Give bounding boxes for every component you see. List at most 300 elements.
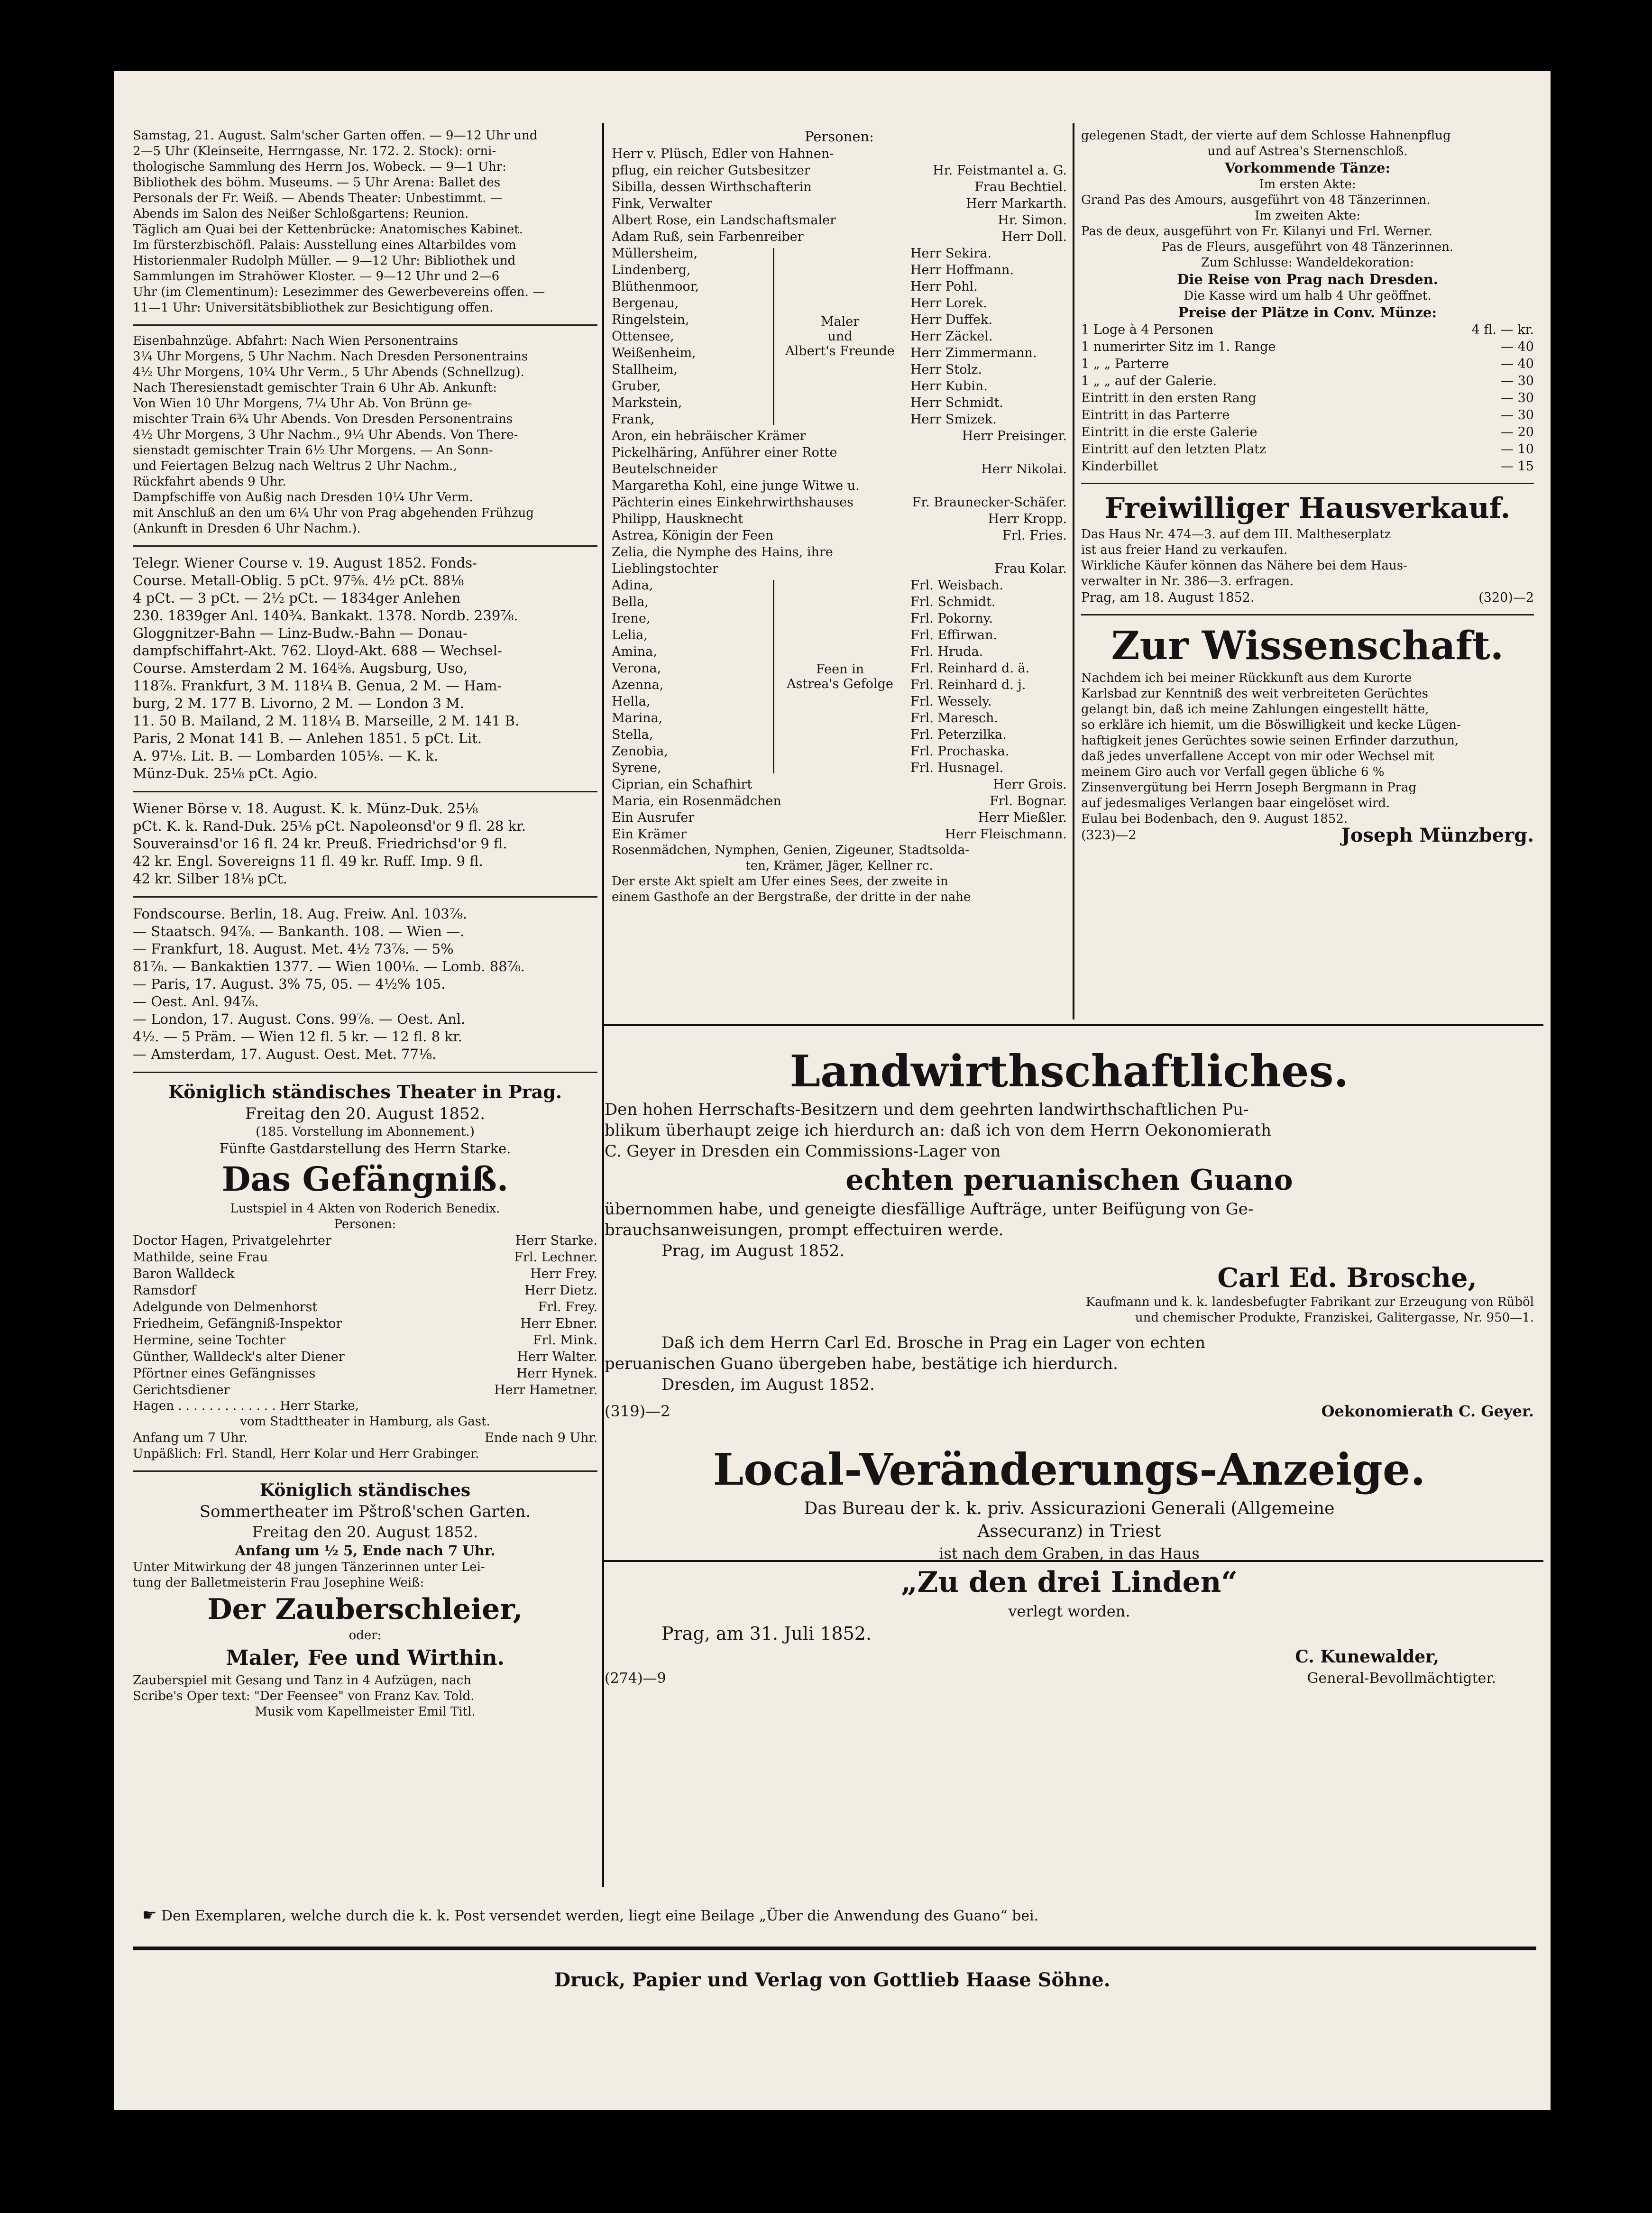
cast-row — [612, 212, 1067, 229]
local-change-title: Local-Veränderungs-Anzeige. — [713, 1444, 1426, 1495]
fairies-label — [773, 580, 906, 773]
text-line: Dampfschiffe von Außig nach Dresden 10¼ Uhr Verm. — [133, 490, 473, 505]
text-line: Im fürsterzbischöfl. Palais: Ausstellung eines Altarbildes vom — [133, 238, 516, 252]
price-label: Kinderbillet — [1081, 459, 1158, 474]
text-line: und chemischer Produkte, Franziskei, Galitergasse, Nr. 950—1. — [1135, 1311, 1534, 1325]
cast-role: Hella, — [612, 694, 651, 709]
text-line: tung der Balletmeisterin Frau Josephine Weiß: — [133, 1576, 424, 1590]
text-line: Telegr. Wiener Course v. 19. August 1852. Fonds- — [133, 555, 477, 571]
ad-number: (319)—2 — [605, 1402, 670, 1420]
cast-role: Ottensee, — [612, 329, 674, 344]
theater-guest: Fünfte Gastdarstellung des Herrn Starke. — [219, 1140, 511, 1157]
theater-title: Königlich ständisches Theater in Prag. — [168, 1081, 562, 1102]
cast-row — [612, 560, 1067, 577]
price-value: 4 fl. — kr. — [1471, 322, 1534, 337]
railway-schedule — [133, 333, 597, 537]
imprint-text: Druck, Papier und Verlag von Gottlieb Haase Söhne. — [554, 1969, 1111, 1991]
text-line: Wirkliche Käufer können das Nähere bei dem Haus- — [1081, 559, 1407, 573]
cast-actor: Herr Smizek. — [910, 412, 997, 427]
text-line: Gloggnitzer-Bahn — Linz-Budw.-Bahn — Donau- — [133, 625, 468, 641]
cast-role: Pickelhäring, Anführer einer Rotte — [612, 445, 837, 460]
text-line: C. Geyer in Dresden ein Commissions-Lager von — [605, 1142, 1001, 1161]
text-line: Musik vom Kapellmeister Emil Titl. — [255, 1705, 476, 1719]
house-name: „Zu den drei Linden“ — [901, 1566, 1238, 1599]
agriculture-title: Landwirthschaftliches. — [789, 1046, 1349, 1097]
fondscourse — [133, 905, 597, 1063]
cast-actor: Herr Markarth. — [966, 196, 1067, 211]
cast-row — [612, 428, 1067, 444]
summer-theater-announcement — [133, 1479, 597, 1720]
cast-role: Sibilla, dessen Wirthschafterin — [612, 180, 812, 194]
wiener-boerse — [133, 800, 597, 888]
end-time: Ende nach 9 Uhr. — [485, 1431, 597, 1445]
price-row — [1081, 441, 1534, 458]
text-line: Unter Mitwirkung der 48 jungen Tänzerinnen unter Lei- — [133, 1560, 485, 1574]
text-line: Karlsbad zur Kenntniß des weit verbreiteten Gerüchtes — [1081, 687, 1429, 701]
text-line: Scribe's Oper text: "Der Feensee" von Franz Kav. Told. — [133, 1689, 475, 1703]
cast-role: Hermine, seine Tochter — [133, 1333, 286, 1348]
cast-actor: Frau Bechtiel. — [974, 180, 1067, 194]
cast-role: Blüthenmoor, — [612, 279, 699, 294]
cast-row — [612, 544, 1067, 560]
cast-role: Irene, — [612, 611, 651, 626]
summer-theater-title: Königlich ständisches — [259, 1480, 471, 1500]
theater-announcement — [133, 1081, 597, 1462]
cast-role: Ramsdorf — [133, 1283, 196, 1298]
cast-row — [133, 1349, 597, 1365]
cast-role: Verona, — [612, 661, 661, 676]
text-line: 11—1 Uhr: Universitätsbibliothek zur Besichtigung offen. — [133, 301, 494, 315]
cast-actor: Herr Starke. — [515, 1233, 597, 1248]
cast-row — [612, 793, 1067, 809]
price-value: — 30 — [1501, 391, 1534, 405]
text-line: Der erste Akt spielt am Ufer eines Sees, der zweite in — [612, 874, 948, 889]
text-line: 4½ Uhr Morgens, 3 Uhr Nachm., 9¼ Uhr Abends. Von There- — [133, 428, 518, 442]
cast-actor: Herr Zäckel. — [910, 329, 993, 344]
text-line: Grand Pas des Amours, ausgeführt von 48 Tänzerinnen. — [1081, 193, 1431, 207]
text-line: Bibliothek des böhm. Museums. — 5 Uhr Arena: Ballet des — [133, 175, 501, 190]
text-line: Course. Metall-Oblig. 5 pCt. 97⅝. 4½ pCt. 88⅛ — [133, 572, 464, 588]
theater-date: Freitag den 20. August 1852. — [245, 1104, 486, 1123]
text-line: Assecuranz) in Triest — [977, 1522, 1161, 1541]
cast-list-mid — [612, 428, 1067, 577]
cast-row — [612, 195, 1067, 212]
cast-row — [612, 511, 1067, 527]
text-line: ist aus freier Hand zu verkaufen. — [1081, 543, 1288, 557]
cast-actor — [1063, 477, 1067, 494]
cast-role: Gerichtsdiener — [133, 1383, 230, 1397]
journey-title: Die Reise von Prag nach Dresden. — [1177, 271, 1438, 287]
cast-role: Stallheim, — [612, 362, 678, 377]
text-line: Rückfahrt abends 9 Uhr. — [133, 475, 286, 489]
act-heading: Im ersten Akte: — [1259, 177, 1356, 192]
cast-row — [612, 162, 1067, 179]
cast-role: Müllersheim, — [612, 246, 698, 261]
group-label: Maler — [820, 314, 860, 329]
cast-role: Friedheim, Gefängniß-Inspektor — [133, 1316, 342, 1331]
cast-actor: Frl. Bognar. — [990, 794, 1067, 808]
signature: C. Kunewalder, — [1295, 1647, 1439, 1667]
cast-role: Doctor Hagen, Privatgelehrter — [133, 1233, 331, 1248]
text-line: — Staatsch. 94⅞. — Bankanth. 108. — Wien —. — [133, 923, 465, 939]
act-heading: Im zweiten Akte: — [1255, 209, 1360, 223]
start-time: Anfang um 7 Uhr. — [133, 1431, 248, 1445]
science-sign-row — [1081, 824, 1534, 846]
text-line: verlegt worden. — [1008, 1602, 1130, 1620]
wide-advertisements — [605, 1043, 1534, 1901]
cast-role: Zelia, die Nymphe des Hains, ihre — [612, 545, 833, 560]
cast-actor: Frl. Weisbach. — [910, 578, 1003, 593]
cast-list — [133, 1232, 597, 1398]
text-line: mit Anschluß an den um 6¼ Uhr von Prag abgehenden Frühzug — [133, 506, 534, 520]
cast-row — [133, 1382, 597, 1398]
price-row — [1081, 424, 1534, 441]
painters-names — [612, 245, 768, 428]
post-note-text: Den Exemplaren, welche durch die k. k. Post versendet werden, liegt eine Beilage „Über die Anwendung des Guano“ bei. — [161, 1908, 1039, 1924]
cast-role: Baron Walldeck — [133, 1267, 235, 1281]
cast-role: Adelgunde von Delmenhorst — [133, 1300, 318, 1314]
text-line: Historienmaler Rudolph Müller. — 9—12 Uhr: Bibliothek und — [133, 254, 516, 268]
cast-row — [133, 1266, 597, 1282]
text-line: Von Wien 10 Uhr Morgens, 7¼ Uhr Ab. Von Brünn ge- — [133, 396, 472, 411]
cast-actor: Herr Hametner. — [494, 1383, 597, 1397]
cast-role: Albert Rose, ein Landschaftsmaler — [612, 213, 836, 228]
agri-date: Prag, im August 1852. — [661, 1241, 845, 1260]
text-line: Den hohen Herrschafts-Besitzern und dem geehrten landwirthschaftlichen Pu- — [605, 1100, 1249, 1119]
text-line: 2—5 Uhr (Kleinseite, Herrngasse, Nr. 172. 2. Stock): orni- — [133, 144, 496, 158]
summer-theater-date: Freitag den 20. August 1852. — [252, 1523, 478, 1541]
painters-group — [612, 245, 1067, 428]
text-line: dampfschiffahrt-Akt. 762. Lloyd-Akt. 688 — Wechsel- — [133, 643, 502, 659]
text-line: Nach Theresienstadt gemischter Train 6 Uhr Ab. Ankunft: — [133, 381, 497, 395]
price-row — [1081, 458, 1534, 475]
fairies-names — [612, 577, 768, 776]
cast-row — [133, 1315, 597, 1332]
cast-actor: Frl. Husnagel. — [910, 761, 1004, 775]
text-line: gelegenen Stadt, der vierte auf dem Schlosse Hahnenpflug — [1081, 129, 1451, 143]
local-date: Prag, am 31. Juli 1852. — [661, 1623, 872, 1644]
cast-role: Philipp, Hausknecht — [612, 512, 743, 526]
text-line: — London, 17. August. Cons. 99⅞. — Oest. Anl. — [133, 1011, 466, 1027]
text-line: Samstag, 21. August. Salm'scher Garten offen. — 9—12 Uhr und — [133, 129, 538, 143]
text-line: Eisenbahnzüge. Abfahrt: Nach Wien Personentrains — [133, 334, 459, 348]
text-line: daß jedes unverfallene Accept von mir oder Wechsel mit — [1081, 749, 1434, 763]
cast-actor: Herr Fleischmann. — [945, 827, 1067, 842]
house-date: Prag, am 18. August 1852. — [1081, 590, 1255, 605]
theater-note: (185. Vorstellung im Abonnement.) — [256, 1125, 475, 1139]
text-line: 42 kr. Silber 18⅛ pCt. — [133, 871, 287, 887]
painters-actors — [910, 245, 1067, 428]
cast-list-end — [612, 776, 1067, 843]
price-label: 1 numerirter Sitz im 1. Range — [1081, 340, 1276, 354]
text-line: übernommen habe, und geneigte diesfällige Aufträge, unter Beifügung von Ge- — [605, 1200, 1254, 1219]
price-label: 1 Loge à 4 Personen — [1081, 322, 1213, 337]
cast-actor — [1063, 146, 1067, 162]
text-line: meinem Giro auch vor Verfall gegen übliche 6 % — [1081, 765, 1385, 779]
cast-actor: Herr Ebner. — [520, 1316, 597, 1331]
cast-actor: Herr Duffek. — [910, 312, 993, 327]
text-line: Rosenmädchen, Nymphen, Genien, Zigeuner, Stadtsolda- — [612, 843, 969, 857]
price-label: 1 „ „ auf der Galerie. — [1081, 374, 1217, 388]
text-line: Pas de Fleurs, ausgeführt von 48 Tänzerinnen. — [1161, 240, 1454, 254]
divider — [133, 545, 597, 547]
price-row — [1081, 390, 1534, 407]
cast-actor: Herr Zimmermann. — [910, 346, 1037, 360]
divider — [133, 896, 597, 898]
signature: Carl Ed. Brosche, — [1217, 1262, 1477, 1294]
fairies-actors — [910, 577, 1067, 776]
divider — [133, 324, 597, 326]
text-line: — Oest. Anl. 94⅞. — [133, 993, 259, 1010]
price-row — [1081, 339, 1534, 356]
text-line: verwalter in Nr. 386—3. erfragen. — [1081, 574, 1294, 588]
price-label: Eintritt in die erste Galerie — [1081, 425, 1257, 440]
footer-rule — [133, 1947, 1536, 1950]
cast-role: Aron, ein hebräischer Krämer — [612, 429, 806, 443]
column-rule-left — [602, 123, 604, 1887]
wiener-course — [133, 554, 597, 782]
text-line: Abends im Salon des Neißer Schloßgartens: Reunion. — [133, 207, 469, 221]
cast-row — [612, 179, 1067, 195]
text-line: Daß ich dem Herrn Carl Ed. Brosche in Prag ein Lager von echten — [661, 1333, 1206, 1352]
group-label: Albert's Freunde — [785, 344, 895, 358]
cast-row — [133, 1365, 597, 1382]
start-end-row — [133, 1430, 597, 1446]
text-line: 4½ Uhr Morgens, 10¼ Uhr Verm., 5 Uhr Abends (Schnellzug). — [133, 365, 524, 379]
cast-actor: Herr Mießler. — [978, 810, 1067, 825]
cast-role: Ringelstein, — [612, 312, 689, 327]
divider — [133, 1072, 597, 1073]
cast-role: Lelia, — [612, 628, 648, 643]
cast-actor: Hr. Simon. — [998, 213, 1067, 228]
cast-role: Margaretha Kohl, eine junge Witwe u. — [612, 478, 860, 493]
cast-row — [133, 1249, 597, 1266]
cast-actor: Herr Kubin. — [910, 379, 988, 394]
cast-role: Günther, Walldeck's alter Diener — [133, 1350, 345, 1364]
cast-role: Syrene, — [612, 761, 661, 775]
local-sign-row — [605, 1668, 1534, 1689]
cast-row — [612, 809, 1067, 826]
column-rule-right — [1073, 123, 1074, 1019]
pointing-hand-icon: ☛ — [142, 1906, 157, 1925]
text-line: 81⅞. — Bankaktien 1377. — Wien 100⅛. — Lomb. 88⅞. — [133, 958, 525, 974]
text-line: Uhr (im Clementinum): Lesezimmer des Gewerbevereins offen. — — [133, 285, 545, 299]
signature: Oekonomierath C. Geyer. — [1321, 1402, 1534, 1420]
agri-sign-row — [605, 1400, 1534, 1423]
cast-actor: Fr. Braunecker-Schäfer. — [912, 495, 1067, 510]
text-line: auf jedesmaliges Verlangen baar eingelöset wird. — [1081, 796, 1390, 810]
text-line: Täglich am Quai bei der Kettenbrücke: Anatomisches Kabinet. — [133, 222, 523, 237]
text-line: mischter Train 6¾ Uhr Abends. Von Dresden Personentrains — [133, 412, 513, 426]
column-right — [1081, 128, 1534, 1029]
indisposed-note: Unpäßlich: Frl. Standl, Herr Kolar und Herr Grabinger. — [133, 1447, 479, 1461]
cast-actor: Herr Nikolai. — [981, 462, 1067, 477]
fairies-group — [612, 577, 1067, 776]
text-line: 118⅞. Frankfurt, 3 M. 118¼ B. Genua, 2 M. — Ham- — [133, 678, 502, 694]
text-line: ist nach dem Graben, in das Haus — [939, 1544, 1200, 1562]
price-row — [1081, 407, 1534, 424]
cast-actor: Frl. Hruda. — [910, 644, 983, 659]
text-line: Pas de deux, ausgeführt von Fr. Kilanyi und Frl. Werner. — [1081, 224, 1432, 239]
text-line: (Ankunft in Dresden 6 Uhr Nachm.). — [133, 522, 361, 536]
guest-line: Hagen . . . . . . . . . . . . . Herr Starke, — [133, 1399, 359, 1413]
cast-actor: Frl. Fries. — [1002, 528, 1067, 543]
group-label: Feen in — [816, 662, 864, 677]
cast-role: Pförtner eines Gefängnisses — [133, 1366, 316, 1381]
cast-actor: Frl. Schmidt. — [910, 595, 996, 609]
cast-role: Weißenheim, — [612, 346, 696, 360]
cast-actor: Herr Frey. — [530, 1267, 597, 1281]
text-line: ten, Krämer, Jäger, Kellner rc. — [745, 859, 933, 873]
text-line: 11. 50 B. Mailand, 2 M. 118¼ B. Marseille, 2 M. 141 B. — [133, 713, 520, 729]
cast-row — [612, 494, 1067, 511]
cast-role: Bergenau, — [612, 296, 679, 311]
cast-actor: Frl. Lechner. — [514, 1250, 597, 1265]
cast-role: pflug, ein reicher Gutsbesitzer — [612, 163, 810, 178]
price-label: Eintritt in das Parterre — [1081, 408, 1230, 422]
text-line: Das Bureau der k. k. priv. Assicurazioni Generali (Allgemeine — [804, 1499, 1335, 1518]
cast-role: Marina, — [612, 711, 663, 725]
cast-row — [133, 1232, 597, 1249]
text-line: Die Kasse wird um halb 4 Uhr geöffnet. — [1184, 289, 1432, 303]
text-line: brauchsanweisungen, prompt effectuiren werde. — [605, 1221, 1004, 1240]
price-label: Eintritt auf den letzten Platz — [1081, 442, 1267, 457]
cast-actor: Frl. Pokorny. — [910, 611, 993, 626]
text-line: 42 kr. Engl. Sovereigns 11 fl. 49 kr. Ruff. Imp. 9 fl. — [133, 853, 483, 869]
text-line: — Paris, 17. August. 3% 75, 05. — 4½% 105. — [133, 976, 446, 992]
cast-actor: Frl. Reinhard d. ä. — [910, 661, 1030, 676]
cast-role: Astrea, Königin der Feen — [612, 528, 774, 543]
cast-row — [612, 527, 1067, 544]
text-line: Fondscourse. Berlin, 18. Aug. Freiw. Anl. 103⅞. — [133, 906, 468, 922]
cast-list-top — [612, 146, 1067, 245]
text-line: und Feiertagen Belzug nach Weltrus 2 Uhr Nachm., — [133, 459, 457, 473]
painters-label — [773, 248, 906, 425]
cast-role: Herr v. Plüsch, Edler von Hahnen- — [612, 147, 834, 161]
text-line: Zinsenvergütung bei Herrn Joseph Bergmann in Prag — [1081, 781, 1417, 795]
price-value: — 15 — [1501, 459, 1534, 474]
text-line: 4 pCt. — 3 pCt. — 2½ pCt. — 1834ger Anlehen — [133, 590, 461, 606]
text-line: blikum überhaupt zeige ich hierdurch an: daß ich von dem Herrn Oekonomierath — [605, 1121, 1272, 1140]
cast-row — [612, 146, 1067, 162]
price-value: — 10 — [1501, 442, 1534, 457]
guano-headline: echten peruanischen Guano — [845, 1164, 1293, 1197]
cast-actor: Frau Kolar. — [994, 561, 1067, 576]
cast-role: Adina, — [612, 578, 653, 593]
text-line: 4½. — 5 Präm. — Wien 12 fl. 5 kr. — 12 fl. 8 kr. — [133, 1028, 462, 1045]
group-label: Astrea's Gefolge — [787, 677, 893, 691]
dances-title: Vorkommende Tänze: — [1224, 160, 1391, 176]
cast-actor — [1063, 444, 1067, 461]
cast-role: Ciprian, ein Schafhirt — [612, 777, 753, 792]
text-line: Zum Schlusse: Wandeldekoration: — [1201, 256, 1414, 270]
newspaper-page — [114, 71, 1551, 2110]
cast-actor: Herr Sekira. — [910, 246, 991, 261]
cast-actor: Herr Stolz. — [910, 362, 982, 377]
text-line: 3¼ Uhr Morgens, 5 Uhr Nachm. Nach Dresden Personentrains — [133, 349, 528, 364]
cast-actor: Frl. Peterzilka. — [910, 727, 1007, 742]
text-line: gelangt bin, daß ich meine Zahlungen eingestellt hätte, — [1081, 702, 1429, 716]
cast-role: Pächterin eines Einkehrwirthshauses — [612, 495, 854, 510]
text-line: Wiener Börse v. 18. August. K. k. Münz-Duk. 25⅛ — [133, 800, 478, 817]
house-date-row — [1081, 589, 1534, 606]
text-line: burg, 2 M. 177 B. Livorno, 2 M. — London 3 M. — [133, 695, 464, 711]
price-row — [1081, 373, 1534, 390]
text-line: peruanischen Guano übergeben habe, bestätige ich hierdurch. — [605, 1354, 1118, 1373]
price-value: — 30 — [1501, 408, 1534, 422]
prices-title: Preise der Plätze in Conv. Münze: — [1178, 304, 1437, 321]
column-middle — [612, 128, 1067, 1029]
price-label: 1 „ „ Parterre — [1081, 357, 1169, 371]
cast-actor: Frl. Prochaska. — [910, 744, 1010, 759]
cast-row — [133, 1299, 597, 1315]
cast-role: Markstein, — [612, 395, 682, 410]
cast-actor: Herr Hoffmann. — [910, 263, 1014, 277]
play-title: Das Gefängniß. — [221, 1159, 509, 1199]
text-line: so erkläre ich hiemit, um die Böswilligkeit und kecke Lügen- — [1081, 718, 1461, 732]
cast-role: Gruber, — [612, 379, 661, 394]
cast-role: Stella, — [612, 727, 653, 742]
cast-role: Bella, — [612, 595, 649, 609]
text-line: — Amsterdam, 17. August. Oest. Met. 77⅛. — [133, 1046, 437, 1062]
cast-actor: Frl. Maresch. — [910, 711, 999, 725]
cast-role: Amina, — [612, 644, 657, 659]
cast-role: Lindenberg, — [612, 263, 691, 277]
cast-role: Mathilde, seine Frau — [133, 1250, 268, 1265]
divider — [133, 1470, 597, 1472]
persons-heading: Personen: — [805, 129, 874, 145]
play-oder: oder: — [349, 1628, 382, 1643]
science-title: Zur Wissenschaft. — [1111, 623, 1504, 669]
text-line: 230. 1839ger Anl. 140¾. Bankakt. 1378. Nordb. 239⅞. — [133, 607, 518, 624]
cast-actor: Frl. Effirwan. — [910, 628, 998, 643]
cast-actor: Herr Schmidt. — [910, 395, 1003, 410]
cast-role: Adam Ruß, sein Farbenreiber — [612, 230, 804, 244]
cast-actor: Herr Hynek. — [516, 1366, 597, 1381]
cast-actor — [1063, 544, 1067, 560]
text-line: A. 97⅛. Lit. B. — Lombarden 105⅛. — K. k. — [133, 748, 438, 764]
text-line: Kaufmann und k. k. landesbefugter Fabrikant zur Erzeugung von Rüböl — [1085, 1295, 1534, 1309]
text-line: sienstadt gemischter Train 6½ Uhr Morgens. — An Sonn- — [133, 443, 493, 458]
text-line: Eulau bei Bodenbach, den 9. August 1852. — [1081, 812, 1348, 826]
cast-actor: Herr Kropp. — [988, 512, 1067, 526]
cast-role: Maria, ein Rosenmädchen — [612, 794, 781, 808]
play-subtitle: Lustspiel in 4 Akten von Roderich Benedix. — [230, 1202, 500, 1216]
cast-row — [133, 1332, 597, 1349]
text-line: Sammlungen im Strahöwer Kloster. — 9—12 Uhr und 2—6 — [133, 269, 500, 284]
cast-actor: Frl. Mink. — [532, 1333, 597, 1348]
spacer — [605, 1423, 1534, 1442]
play-title: Der Zauberschleier, — [207, 1593, 523, 1626]
signature-title: General-Bevollmächtigter. — [1307, 1670, 1496, 1687]
daily-announcements — [133, 128, 597, 316]
cast-role: Ein Ausrufer — [612, 810, 695, 825]
cast-actor: Herr Preisinger. — [962, 429, 1067, 443]
cast-actor: Herr Pohl. — [910, 279, 978, 294]
price-row — [1081, 321, 1534, 339]
summer-theater-venue: Sommertheater im Pštroß'schen Garten. — [199, 1502, 531, 1521]
cast-actor: Hr. Feistmantel a. G. — [933, 163, 1067, 178]
post-note — [142, 1906, 1522, 1925]
text-line: Zauberspiel mit Gesang und Tanz in 4 Aufzügen, nach — [133, 1673, 471, 1688]
text-line: pCt. K. k. Rand-Duk. 25⅛ pCt. Napoleonsd'or 9 fl. 28 kr. — [133, 818, 526, 834]
price-label: Eintritt in den ersten Rang — [1081, 391, 1257, 405]
column-left — [133, 128, 597, 1901]
cast-row — [612, 776, 1067, 793]
cast-actor: Herr Grois. — [993, 777, 1067, 792]
cast-role: Ein Krämer — [612, 827, 687, 842]
cast-row — [612, 826, 1067, 843]
